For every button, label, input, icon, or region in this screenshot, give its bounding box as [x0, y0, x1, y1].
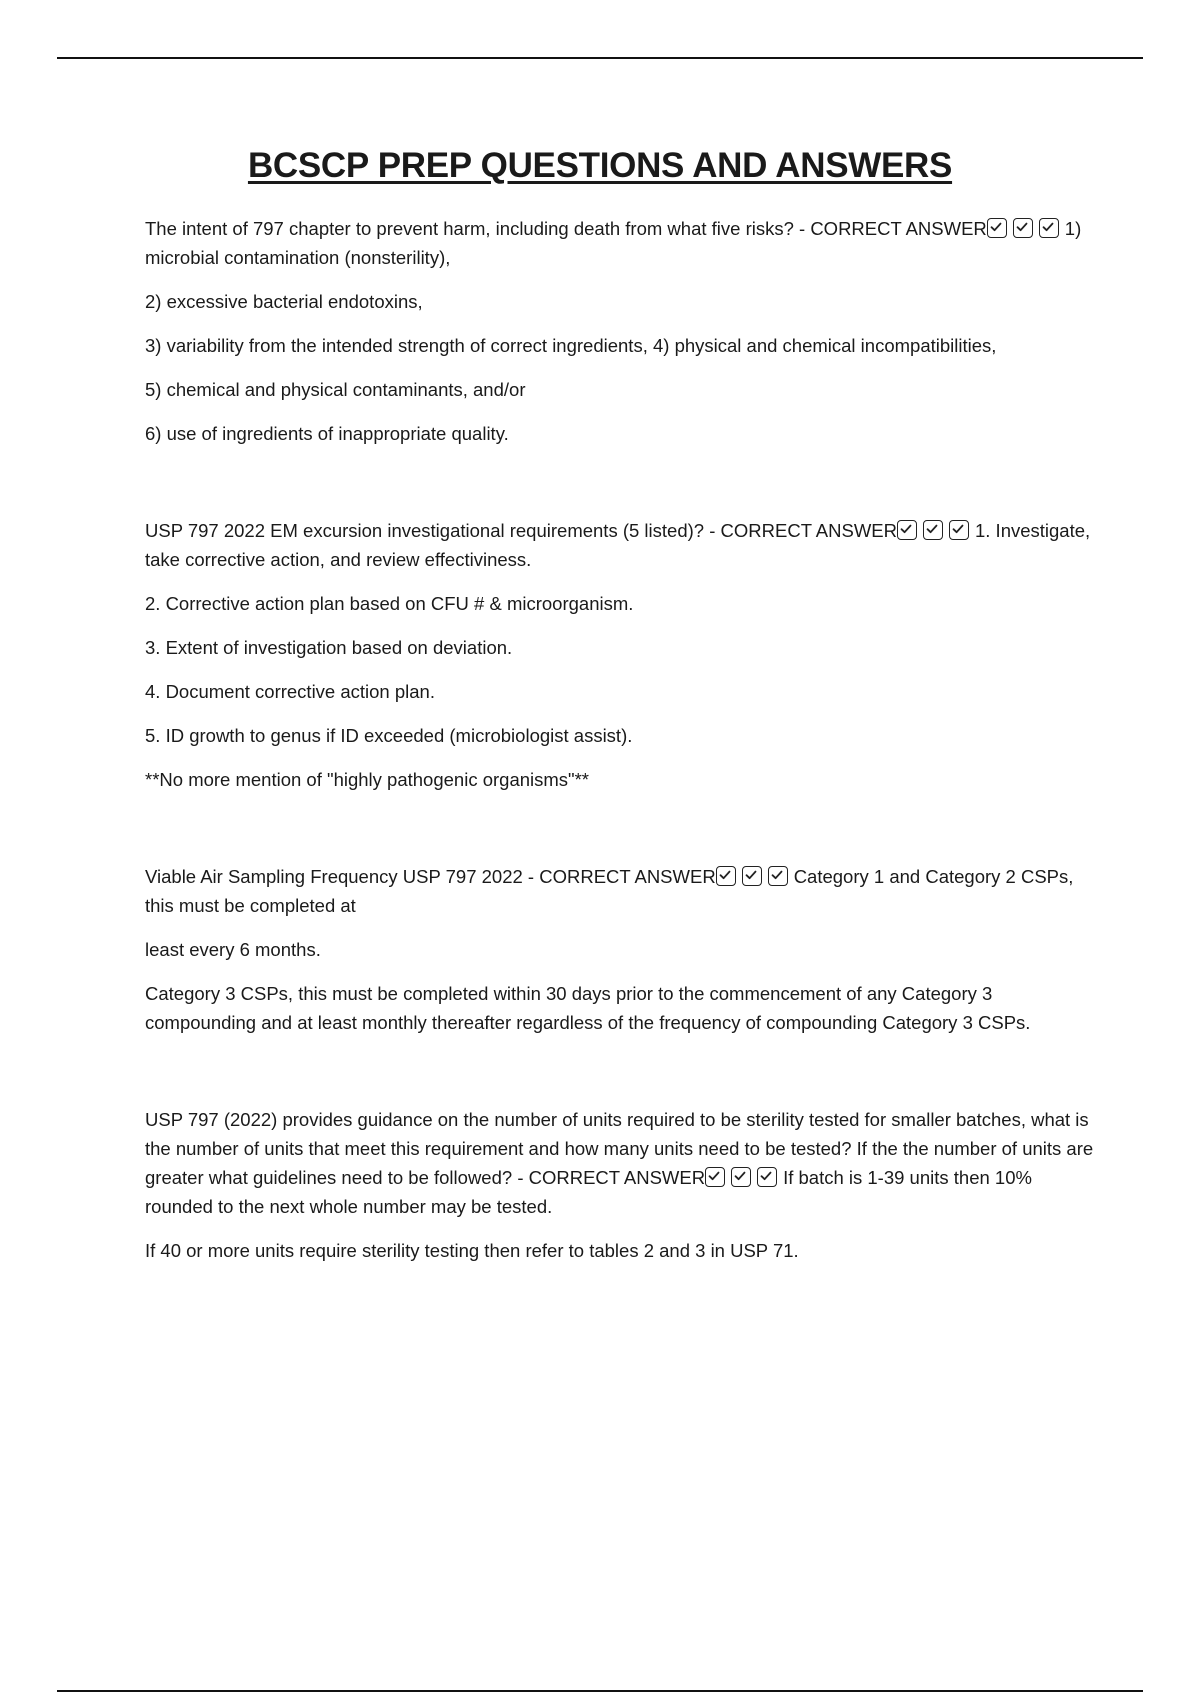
question-text: The intent of 797 chapter to prevent harm, including death from what five risks?	[145, 218, 800, 239]
bottom-rule	[57, 1690, 1143, 1692]
answer-line: If 40 or more units require sterility testing then refer to tables 2 and 3 in USP 71.	[145, 1240, 799, 1261]
answer-line: 5) chemical and physical contaminants, and/or	[145, 379, 526, 400]
checkmark-icon	[897, 520, 917, 540]
checkmark-icon	[731, 1167, 751, 1187]
checkmark-icon	[768, 866, 788, 886]
correct-answer-label: - CORRECT ANSWER	[527, 866, 716, 887]
checkmark-icon	[742, 866, 762, 886]
answer-line: 6) use of ingredients of inappropriate quality.	[145, 423, 509, 444]
checkmark-group	[716, 866, 794, 887]
qa-question-line	[145, 516, 1095, 574]
answer-line: 2. Corrective action plan based on CFU # & microorganism.	[145, 593, 634, 614]
correct-answer-label: - CORRECT ANSWER	[517, 1167, 706, 1188]
answer-line: 5. ID growth to genus if ID exceeded (microbiologist assist).	[145, 725, 633, 746]
answer-line: 4. Document corrective action plan.	[145, 681, 435, 702]
answer-line: 3. Extent of investigation based on deviation.	[145, 637, 513, 658]
checkmark-group	[987, 218, 1065, 239]
correct-answer-label: - CORRECT ANSWER	[799, 218, 987, 239]
answer-line: Category 3 CSPs, this must be completed within 30 days prior to the commencement of any Category 3 compounding and at least monthly thereafter regardless of the frequency of compounding Category 3 CSPs.	[145, 983, 1031, 1033]
answer-text: 1. Investigate, take corrective action, and review effectiviness.	[145, 520, 1091, 570]
checkmark-icon	[705, 1167, 725, 1187]
checkmark-icon	[757, 1167, 777, 1187]
checkmark-icon	[923, 520, 943, 540]
answer-line: 2) excessive bacterial endotoxins,	[145, 291, 423, 312]
page-title: BCSCP PREP QUESTIONS AND ANSWERS	[247, 146, 953, 185]
correct-answer-label: - CORRECT ANSWER	[709, 520, 897, 541]
answer-line: **No more mention of "highly pathogenic organisms"**	[145, 769, 590, 790]
answer-text: 1) microbial contamination (nonsterility),	[145, 218, 1082, 268]
qa-list	[145, 214, 1095, 1333]
qa-question-line	[145, 214, 1095, 272]
checkmark-icon	[987, 218, 1007, 238]
answer-text: If batch is 1-39 units then 10% rounded to the next whole number may be tested.	[145, 1167, 1032, 1217]
answer-line: least every 6 months.	[145, 939, 321, 960]
top-rule	[57, 57, 1143, 59]
answer-line: 3) variability from the intended strength of correct ingredients, 4) physical and chemical incompatibilities,	[145, 335, 997, 356]
qa-item	[145, 862, 1095, 1037]
checkmark-icon	[949, 520, 969, 540]
qa-item	[145, 516, 1095, 794]
answer-text: Category 1 and Category 2 CSPs, this must be completed at	[145, 866, 1074, 916]
qa-item	[145, 214, 1095, 448]
question-text: USP 797 2022 EM excursion investigational requirements (5 listed)?	[145, 520, 710, 541]
checkmark-icon	[1013, 218, 1033, 238]
qa-item	[145, 1105, 1095, 1265]
checkmark-group	[897, 520, 975, 541]
checkmark-icon	[716, 866, 736, 886]
checkmark-group	[705, 1167, 783, 1188]
question-text: Viable Air Sampling Frequency USP 797 2022	[145, 866, 528, 887]
checkmark-icon	[1039, 218, 1059, 238]
qa-question-line	[145, 1105, 1095, 1221]
qa-question-line	[145, 862, 1095, 920]
question-text: USP 797 (2022) provides guidance on the number of units required to be sterility tested for smaller batches, what is the number of units that meet this requirement and how many units need to be tested? If the the number of units are greater what guidelines need to be followed?	[145, 1109, 1094, 1188]
